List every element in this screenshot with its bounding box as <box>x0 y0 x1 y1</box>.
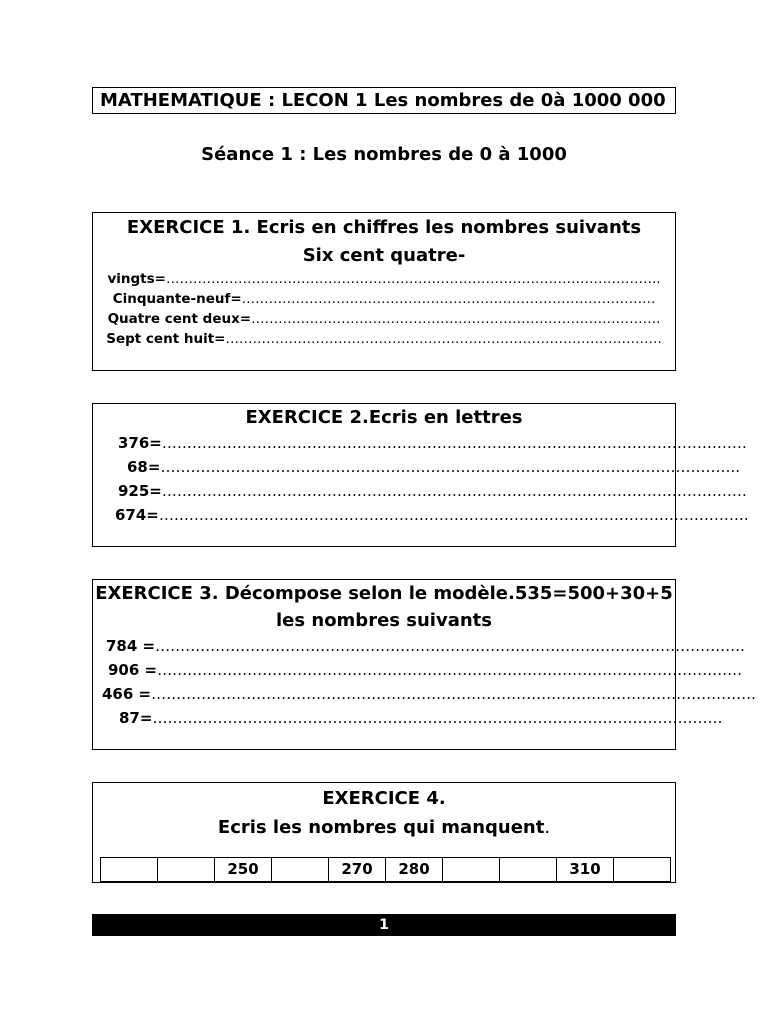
sequence-cell[interactable] <box>158 858 215 882</box>
exercise-1-line-label: vingts= <box>107 271 166 287</box>
exercise-1-line-label: Quatre cent deux= <box>107 311 252 327</box>
sequence-cell: 280 <box>386 858 443 882</box>
exercise-3-line <box>93 658 743 682</box>
exercise-3-line-label: 87= <box>119 709 153 727</box>
page-number-footer: 1 <box>92 914 676 936</box>
exercise-2-line <box>93 503 749 527</box>
answer-dots: ……………………………………………………………………………………………………… <box>157 661 743 679</box>
exercise-1-line-label: Cinquante-neuf= <box>112 291 242 307</box>
answer-dots: ……………………………………………………………………………………. <box>225 331 662 347</box>
exercise-4-instruction-text: Ecris les nombres qui manquent <box>217 817 545 838</box>
sequence-cell[interactable] <box>443 858 500 882</box>
exercise-2-line <box>93 455 740 479</box>
sequence-cell[interactable] <box>500 858 557 882</box>
answer-dots: …………………………………………………………………………………………………….. <box>160 458 740 476</box>
exercise-3-line <box>93 706 723 730</box>
exercise-2-line-label: 68= <box>127 458 161 476</box>
exercise-1-subtitle: Six cent quatre- <box>302 245 466 266</box>
exercise-3-subtitle: les nombres suivants <box>276 610 492 631</box>
exercise-2-line-label: 376= <box>118 434 162 452</box>
answer-dots: ……………………………………………………………………………………………………… <box>161 482 747 500</box>
answer-dots: ……………………………………………………………………………………………………… <box>161 434 747 452</box>
exercise-1-line <box>93 289 675 309</box>
exercise-2-line-label: 674= <box>115 506 159 524</box>
exercise-1-line <box>93 329 675 349</box>
exercise-3-line-label: 466 = <box>102 685 152 703</box>
exercise-3-line <box>93 634 745 658</box>
exercise-4-instruction <box>93 812 675 841</box>
sequence-cell[interactable] <box>272 858 329 882</box>
exercise-3-box <box>92 579 756 750</box>
sequence-cell: 250 <box>215 858 272 882</box>
number-sequence-table <box>100 857 671 882</box>
answer-dots: ………………………………………………………………………………………………………. <box>155 637 745 655</box>
answer-dots: ……………………………………………………………………………….. <box>241 291 656 307</box>
exercise-3-line-label: 784 = <box>106 637 156 655</box>
exercise-2-line <box>93 431 747 455</box>
exercise-1-line-label: Sept cent huit= <box>106 331 226 347</box>
exercise-2-line-label: 925= <box>118 482 162 500</box>
answer-dots: ………………………………………………………………………………………………………. <box>158 506 749 524</box>
exercise-1-title: EXERCICE 1. Ecris en chiffres les nombres suivants <box>126 217 642 238</box>
sequence-cell: 270 <box>329 858 386 882</box>
exercise-3-line <box>93 682 756 706</box>
exercise-1-line <box>93 269 675 289</box>
answer-dots: ……………………………………………………………………………………………….. <box>165 271 661 287</box>
exercise-4-title: EXERCICE 4. <box>322 788 446 809</box>
exercise-2-title: EXERCICE 2.Ecris en lettres <box>245 407 523 428</box>
sequence-cell: 310 <box>557 858 614 882</box>
answer-dots: …………………………………………………………………………………………………………. <box>151 685 756 703</box>
exercise-4-box <box>92 782 676 883</box>
exercise-1-box <box>92 212 676 371</box>
exercise-3-line-label: 906 = <box>108 661 158 679</box>
session-title: Séance 1 : Les nombres de 0 à 1000 <box>201 144 567 165</box>
sequence-cell[interactable] <box>101 858 158 882</box>
lesson-title: MATHEMATIQUE : LECON 1 Les nombres de 0à 1000 000 <box>92 87 676 114</box>
sequence-cell[interactable] <box>614 858 671 882</box>
exercise-2-box <box>92 403 749 547</box>
exercise-3-title: EXERCICE 3. Décompose selon le modèle.535=500+30+5 <box>95 583 673 604</box>
exercise-2-line <box>93 479 747 503</box>
exercise-4-instruction-period: . <box>544 817 551 838</box>
answer-dots: ………………………………………………………………………………. <box>251 311 661 327</box>
exercise-1-line <box>93 309 675 329</box>
answer-dots: …………………………………………………………………………………………………… <box>152 709 723 727</box>
